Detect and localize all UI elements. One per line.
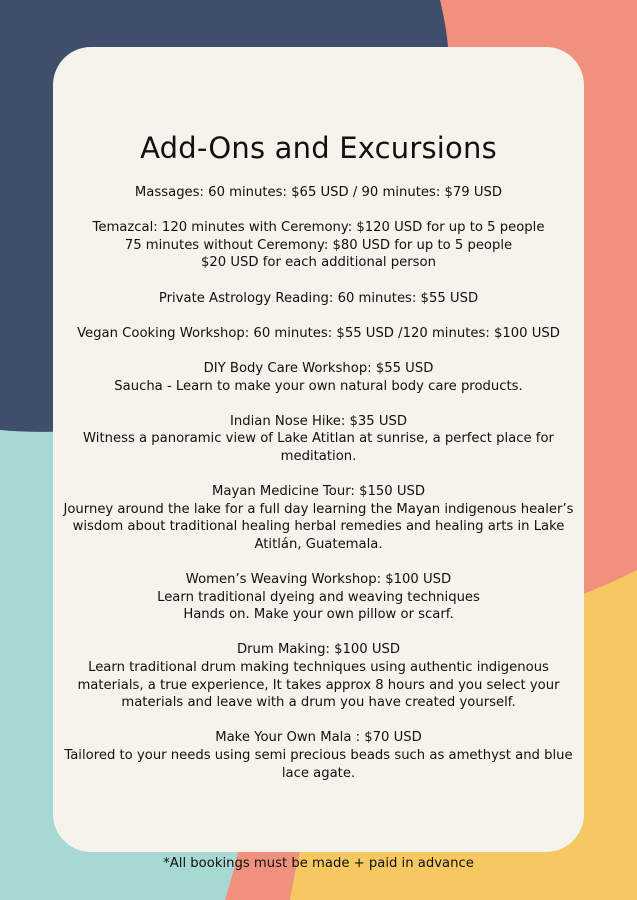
- booking-note: *All bookings must be made + paid in advance: [163, 856, 474, 871]
- addon-description: Saucha - Learn to make your own natural body care products.: [114, 378, 523, 394]
- addon-item: [57, 360, 580, 395]
- addon-item: [57, 325, 580, 343]
- addon-description: Learn traditional drum making techniques using authentic indigenous materials, a true experience, It takes approx 8 hours and you select your materials and leave with a drum you have created yourself.: [77, 660, 560, 711]
- page-title: Add-Ons and Excursions: [140, 131, 497, 165]
- addon-description: Tailored to your needs using semi precious beads such as amethyst and blue lace agate.: [64, 748, 573, 781]
- addon-description: Learn traditional dyeing and weaving techniques: [157, 589, 480, 605]
- addon-heading: DIY Body Care Workshop: $55 USD: [203, 360, 434, 376]
- addon-item: [57, 483, 580, 553]
- addon-heading: Indian Nose Hike: $35 USD: [229, 413, 408, 429]
- addon-heading: Temazcal: 120 minutes with Ceremony: $120 USD for up to 5 people: [92, 220, 545, 236]
- addon-heading: Private Astrology Reading: 60 minutes: $55 USD: [158, 290, 479, 306]
- addon-heading: Make Your Own Mala : $70 USD: [215, 730, 422, 746]
- addon-description: $20 USD for each additional person: [201, 255, 436, 271]
- addon-item: [57, 571, 580, 624]
- addon-heading: Mayan Medicine Tour: $150 USD: [212, 484, 425, 500]
- content-card: [53, 47, 584, 871]
- addon-item: [57, 641, 580, 711]
- addon-heading: Massages: 60 minutes: $65 USD / 90 minutes: $79 USD: [134, 185, 503, 200]
- addon-heading: Women’s Weaving Workshop: $100 USD: [185, 572, 452, 588]
- addon-item: [57, 184, 580, 202]
- addon-description: Journey around the lake for a full day learning the Mayan indigenous healer’s wisdom about traditional healing herbal remedies and healing arts in Lake Atitlán, Guatemala.: [63, 501, 574, 552]
- addon-heading: Drum Making: $100 USD: [236, 642, 401, 658]
- addons-list: [57, 184, 580, 800]
- addon-description: 75 minutes without Ceremony: $80 USD for up to 5 people: [124, 237, 513, 253]
- addon-description: Hands on. Make your own pillow or scarf.: [183, 607, 454, 623]
- addon-item: [57, 290, 580, 308]
- addon-item: [57, 413, 580, 466]
- addon-description: Witness a panoramic view of Lake Atitlan at sunrise, a perfect place for meditation.: [83, 431, 554, 464]
- addon-item: [57, 729, 580, 782]
- addon-item: [57, 219, 580, 272]
- addon-heading: Vegan Cooking Workshop: 60 minutes: $55 USD /120 minutes: $100 USD: [77, 325, 560, 341]
